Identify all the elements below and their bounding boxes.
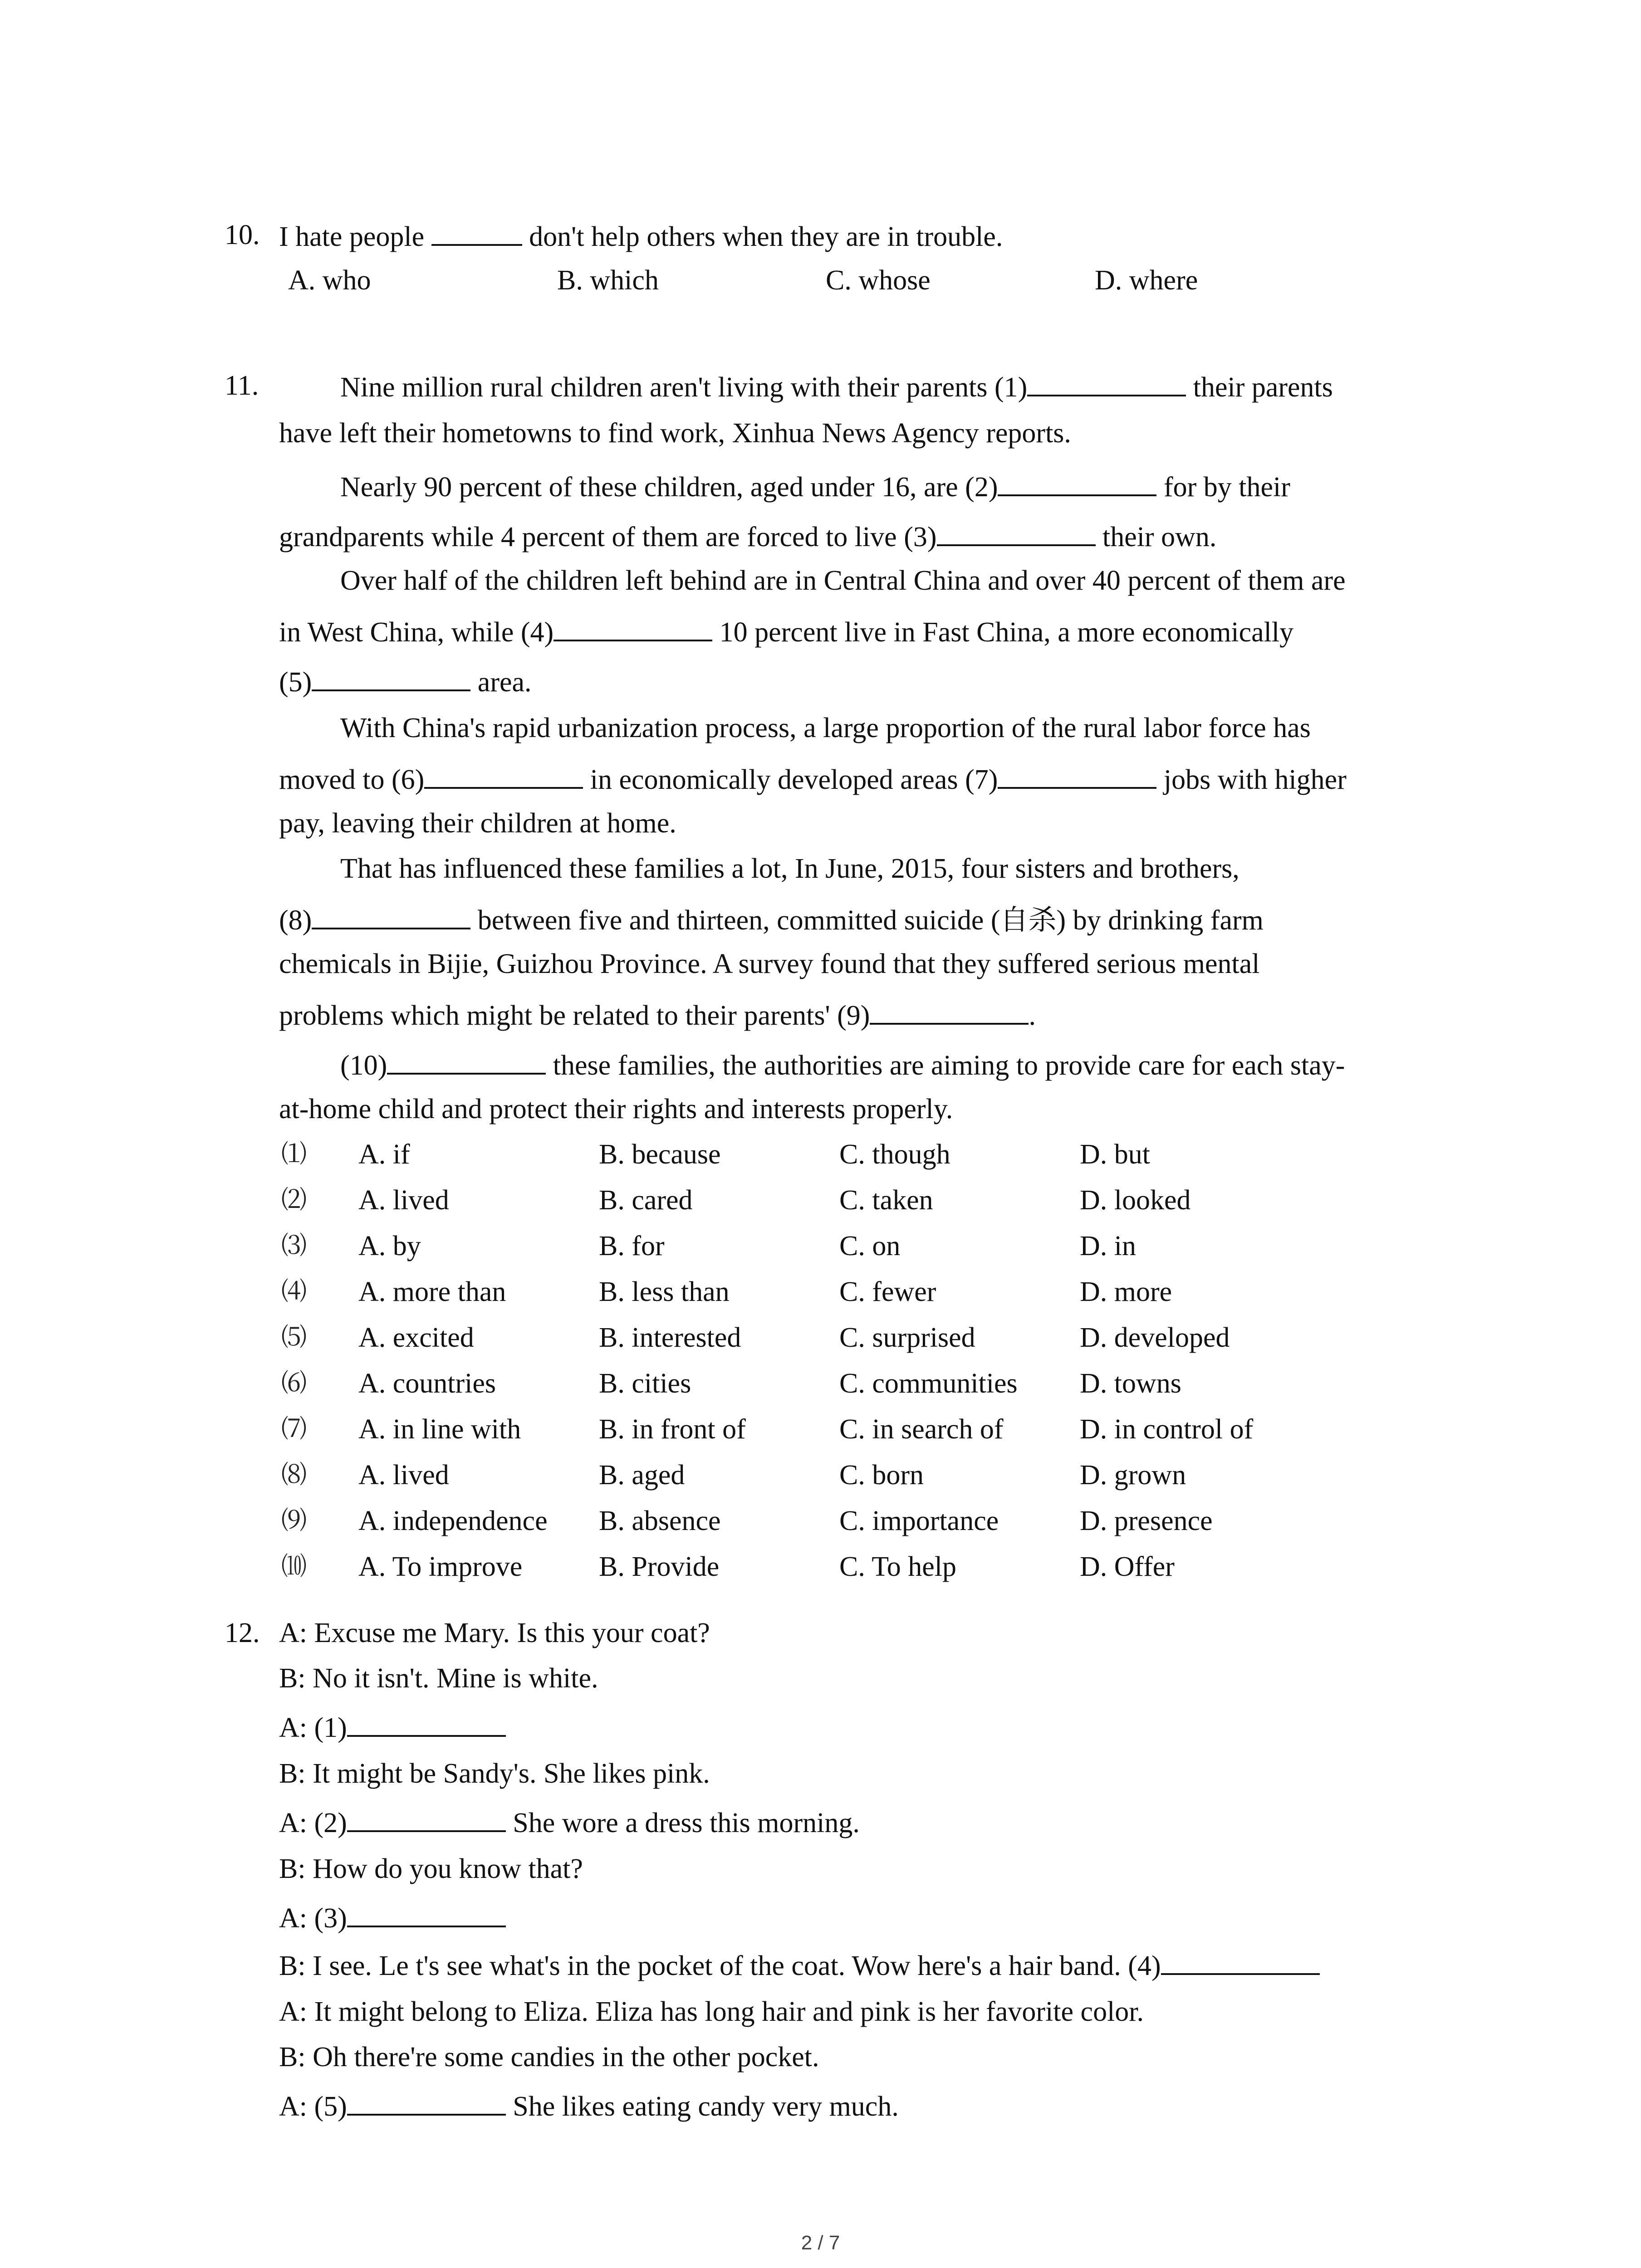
q11-number: 11.: [225, 370, 259, 401]
choice-option-b: B. aged: [599, 1460, 685, 1491]
choice-option-c: C. on: [839, 1231, 901, 1261]
q11-line-6: in West China, while (4) 10 percent live in Fast China, a more economically: [279, 612, 1293, 650]
choice-number: ⑹: [281, 1369, 307, 1398]
dialogue-line: A: (2) She wore a dress this morning.: [279, 1803, 860, 1841]
choice-number: ⑷: [281, 1277, 307, 1306]
q11-line-7: (5) area.: [279, 662, 532, 700]
q11-line-3: Nearly 90 percent of these children, aged under 16, are (2) for by their: [340, 467, 1290, 505]
choice-number: ⑽: [281, 1552, 307, 1581]
q10-option-d: D. where: [1095, 265, 1198, 296]
blank-6: [424, 760, 583, 789]
choice-option-b: B. in front of: [599, 1414, 746, 1445]
answer-blank: [1161, 1946, 1320, 1975]
q11-line-12: (8) between five and thirteen, committed suicide (自杀) by drinking farm: [279, 900, 1264, 938]
choice-option-a: A. independence: [358, 1505, 548, 1536]
choice-number: ⑻: [281, 1460, 307, 1490]
q12-number: 12.: [225, 1618, 260, 1648]
dialogue-line: A: Excuse me Mary. Is this your coat?: [279, 1618, 710, 1648]
choice-option-a: A. lived: [358, 1185, 449, 1216]
dialogue-line: A: It might belong to Eliza. Eliza has long hair and pink is her favorite color.: [279, 1996, 1144, 2027]
choice-option-b: B. because: [599, 1139, 721, 1170]
choice-option-b: B. for: [599, 1231, 665, 1261]
dialogue-line: B: It might be Sandy's. She likes pink.: [279, 1758, 710, 1789]
dialogue-line: B: How do you know that?: [279, 1853, 583, 1884]
q11-line-15: (10) these families, the authorities are aiming to provide care for each stay-: [340, 1046, 1345, 1084]
choice-number: ⑵: [281, 1185, 307, 1215]
choice-option-c: C. importance: [839, 1505, 999, 1536]
choice-option-c: C. born: [839, 1460, 924, 1491]
dialogue-line: A: (5) She likes eating candy very much.: [279, 2087, 899, 2125]
choice-option-d: D. in: [1080, 1231, 1136, 1261]
answer-blank: [347, 1708, 506, 1737]
blank-8: [312, 900, 470, 929]
choice-option-a: A. lived: [358, 1460, 449, 1491]
q10-stem-b: don't help others when they are in trouble.: [522, 221, 1003, 252]
q11-line-2: have left their hometowns to find work, Xinhua News Agency reports.: [279, 418, 1071, 449]
choice-option-d: D. Offer: [1080, 1551, 1175, 1582]
choice-option-d: D. towns: [1080, 1368, 1181, 1399]
choice-option-a: A. excited: [358, 1322, 474, 1353]
choice-option-d: D. in control of: [1080, 1414, 1254, 1445]
dialogue-line: B: Oh there're some candies in the other pocket.: [279, 2042, 819, 2072]
choice-option-d: D. developed: [1080, 1322, 1230, 1353]
choice-option-d: D. but: [1080, 1139, 1150, 1170]
blank-10: [387, 1046, 546, 1075]
q10-stem: [279, 217, 1003, 255]
q10-option-a: A. who: [288, 265, 371, 296]
choice-option-c: C. taken: [839, 1185, 933, 1216]
choice-option-a: A. in line with: [358, 1414, 521, 1445]
choice-option-c: C. fewer: [839, 1276, 936, 1307]
q10-blank: [431, 217, 522, 246]
choice-number: ⑺: [281, 1414, 307, 1444]
blank-9: [870, 996, 1029, 1025]
q10-number: 10.: [225, 220, 260, 250]
choice-option-d: D. more: [1080, 1276, 1172, 1307]
choice-number: ⑶: [281, 1231, 307, 1261]
choice-option-a: A. if: [358, 1139, 410, 1170]
blank-1: [1027, 367, 1186, 396]
choice-option-b: B. Provide: [599, 1551, 720, 1582]
q10-stem-a: I hate people: [279, 221, 431, 252]
answer-blank: [347, 1898, 506, 1927]
q11-line-16: at-home child and protect their rights and interests properly.: [279, 1094, 953, 1124]
dialogue-line: A: (3): [279, 1898, 506, 1936]
choice-option-d: D. presence: [1080, 1505, 1213, 1536]
choice-option-b: B. cities: [599, 1368, 691, 1399]
choice-number: ⑸: [281, 1323, 307, 1352]
dialogue-line: A: (1): [279, 1708, 506, 1746]
q11-line-14: problems which might be related to their parents' (9) .: [279, 996, 1036, 1034]
choice-option-c: C. communities: [839, 1368, 1018, 1399]
q11-line-5: Over half of the children left behind are in Central China and over 40 percent of them are: [340, 565, 1346, 596]
answer-blank: [347, 2087, 506, 2116]
blank-2: [998, 467, 1156, 496]
q11-line-9: moved to (6) in economically developed areas (7) jobs with higher: [279, 760, 1347, 798]
choice-option-b: B. less than: [599, 1276, 730, 1307]
q11-line-1: Nine million rural children aren't living with their parents (1) their parents: [340, 367, 1333, 406]
choice-number: ⑴: [281, 1139, 307, 1169]
choice-option-b: B. cared: [599, 1185, 693, 1216]
blank-5: [312, 662, 470, 691]
answer-blank: [347, 1803, 506, 1832]
choice-option-c: C. though: [839, 1139, 950, 1170]
choice-option-c: C. in search of: [839, 1414, 1004, 1445]
choice-option-a: A. more than: [358, 1276, 506, 1307]
blank-3: [937, 517, 1096, 546]
page-number: 2 / 7: [801, 2232, 840, 2254]
choice-option-b: B. absence: [599, 1505, 721, 1536]
choice-option-c: C. To help: [839, 1551, 957, 1582]
q11-line-11: That has influenced these families a lot, In June, 2015, four sisters and brothers,: [340, 853, 1239, 884]
q10-option-b: B. which: [557, 265, 659, 296]
dialogue-line: B: I see. Le t's see what's in the pocket of the coat. Wow here's a hair band. (4): [279, 1946, 1320, 1984]
q11-line-13: chemicals in Bijie, Guizhou Province. A survey found that they suffered serious mental: [279, 948, 1260, 979]
q11-line-4: grandparents while 4 percent of them are forced to live (3) their own.: [279, 517, 1216, 555]
choice-option-a: A. To improve: [358, 1551, 523, 1582]
choice-option-d: D. looked: [1080, 1185, 1191, 1216]
dialogue-line: B: No it isn't. Mine is white.: [279, 1663, 598, 1694]
choice-option-a: A. countries: [358, 1368, 496, 1399]
choice-option-c: C. surprised: [839, 1322, 975, 1353]
blank-4: [554, 612, 712, 641]
choice-option-d: D. grown: [1080, 1460, 1186, 1491]
q11-line-10: pay, leaving their children at home.: [279, 808, 676, 839]
blank-7: [998, 760, 1156, 789]
q11-line-8: With China's rapid urbanization process, a large proportion of the rural labor force has: [340, 713, 1311, 743]
choice-number: ⑼: [281, 1506, 307, 1535]
choice-option-b: B. interested: [599, 1322, 741, 1353]
q10-option-c: C. whose: [826, 265, 931, 296]
choice-option-a: A. by: [358, 1231, 421, 1261]
